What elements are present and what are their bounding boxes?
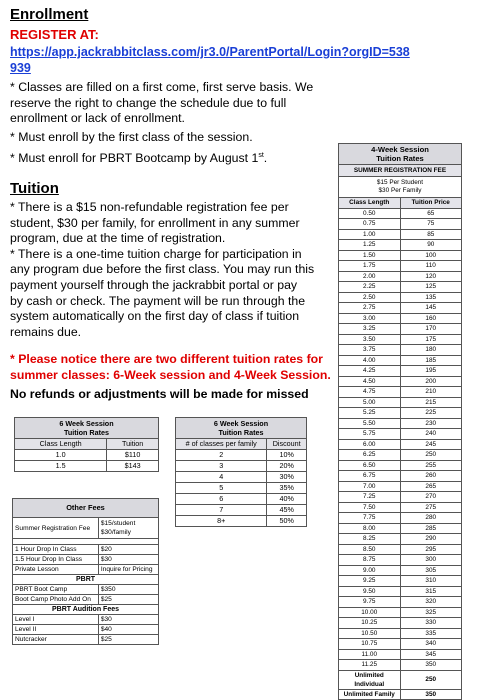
enrollment-note: enrollment or lack of enrollment. (10, 111, 185, 126)
four-week-rates-table (338, 143, 462, 700)
tuition-price-cell: 285 (400, 523, 462, 534)
period: . (263, 151, 268, 166)
four-week-rows (339, 208, 462, 700)
enrollment-notes (10, 80, 340, 167)
table-row: 1.5 Hour Drop In Class $30 (13, 555, 159, 565)
tuition-price-cell: 240 (400, 429, 462, 440)
tuition-price-cell: 275 (400, 502, 462, 513)
registration-fee-label: SUMMER REGISTRATION FEE (339, 165, 462, 177)
class-length-cell: 9.50 (339, 586, 401, 597)
class-length-cell: 8.00 (339, 523, 401, 534)
table-row (339, 576, 462, 587)
table-row (339, 429, 462, 440)
table-row (339, 355, 462, 366)
tuition-price-cell: 345 (400, 649, 462, 660)
class-length-cell: 5.75 (339, 429, 401, 440)
tuition-price-cell: 110 (400, 261, 462, 272)
class-length-cell: 7.00 (339, 481, 401, 492)
table-row (339, 492, 462, 503)
class-length-cell: 4.50 (339, 376, 401, 387)
registration-link-line1[interactable]: https://app.jackrabbitclass.com/jr3.0/ParentPortal/Login?orgID=538 (10, 45, 410, 59)
class-length-cell: 5.50 (339, 418, 401, 429)
table-row: Level I $30 (13, 615, 159, 625)
notice-line: summer classes: 6-Week session and 4-Week Session. (10, 367, 331, 382)
class-length-cell: 9.00 (339, 565, 401, 576)
tuition-price-cell: 255 (400, 460, 462, 471)
class-length-cell: 2.00 (339, 271, 401, 282)
other-fees-title: Other Fees (13, 499, 159, 518)
tuition-price-cell: 250 (400, 670, 462, 689)
six-week-rates-title: 6 Week Session Tuition Rates (15, 418, 159, 439)
tuition-line: program, due at the time of registration. (10, 231, 226, 246)
table-row (339, 670, 462, 689)
tuition-price-cell: 350 (400, 689, 462, 700)
class-length-cell: 1.00 (339, 229, 401, 240)
six-week-rates-table (14, 417, 159, 472)
class-length-cell: 11.00 (339, 649, 401, 660)
table-row (339, 418, 462, 429)
table-row: Level II $40 (13, 625, 159, 635)
table-row (339, 408, 462, 419)
bootcamp-deadline: * Must enroll for PBRT Bootcamp by August 1 (10, 151, 259, 166)
table-row (339, 261, 462, 272)
registration-link[interactable] (10, 44, 410, 76)
table-row (339, 502, 462, 513)
no-refunds-notice: No refunds or adjustments will be made for missed (10, 387, 309, 401)
class-length-cell: 6.00 (339, 439, 401, 450)
class-length-cell: 4.25 (339, 366, 401, 377)
class-length-cell: 1.50 (339, 250, 401, 261)
class-length-cell: 3.25 (339, 324, 401, 335)
tuition-price-cell: 280 (400, 513, 462, 524)
col-discount: Discount (267, 439, 307, 450)
table-row (339, 555, 462, 566)
tuition-price-cell: 215 (400, 397, 462, 408)
tuition-price-cell: 340 (400, 639, 462, 650)
ordinal-suffix: st (258, 152, 264, 160)
col-classes-per-family: # of classes per family (176, 439, 267, 450)
table-row: Boot Camp Photo Add On $25 (13, 595, 159, 605)
table-row (339, 219, 462, 230)
enrollment-note: reserve the right to change the schedule due to full (10, 95, 287, 110)
table-row (339, 240, 462, 251)
table-row (339, 523, 462, 534)
tuition-price-cell: 320 (400, 597, 462, 608)
class-length-cell: 9.25 (339, 576, 401, 587)
tuition-price-cell: 315 (400, 586, 462, 597)
class-length-cell: 10.25 (339, 618, 401, 629)
table-row: 3 20% (176, 461, 307, 472)
table-row (339, 628, 462, 639)
tuition-price-cell: 75 (400, 219, 462, 230)
tuition-price-cell: 160 (400, 313, 462, 324)
tuition-price-cell: 195 (400, 366, 462, 377)
table-row: 2 10% (176, 450, 307, 461)
tuition-price-cell: 350 (400, 660, 462, 671)
table-row: 5 35% (176, 483, 307, 494)
class-length-cell: 2.25 (339, 282, 401, 293)
tuition-price-cell: 250 (400, 450, 462, 461)
col-class-length: Class Length (339, 198, 401, 209)
other-fees-table (12, 498, 159, 645)
reg-fee-label: Summer Registration Fee (13, 518, 99, 539)
tuition-line: by cash or check. The payment will be run through the (10, 293, 306, 308)
reg-fee-value: $15/student $30/family (98, 518, 158, 539)
tuition-line: system automatically on the first day of class if tuition (10, 309, 300, 324)
class-length-cell: 11.25 (339, 660, 401, 671)
class-length-cell: 8.25 (339, 534, 401, 545)
table-row (339, 376, 462, 387)
two-rates-notice (10, 352, 340, 383)
tuition-price-cell: 145 (400, 303, 462, 314)
table-row (339, 565, 462, 576)
six-week-discount-table (175, 417, 307, 527)
tuition-price-cell: 90 (400, 240, 462, 251)
class-length-cell: 10.50 (339, 628, 401, 639)
table-row (339, 439, 462, 450)
tuition-price-cell: 225 (400, 408, 462, 419)
registration-link-line2[interactable]: 939 (10, 61, 31, 75)
enrollment-note: * Classes are filled on a first come, first serve basis. We (10, 80, 314, 94)
class-length-cell: 3.75 (339, 345, 401, 356)
table-row (339, 481, 462, 492)
tuition-price-cell: 135 (400, 292, 462, 303)
six-week-discount-title: 6 Week Session Tuition Rates (176, 418, 307, 439)
tuition-line: student, $30 per family, for enrollment in any summer (10, 215, 300, 230)
table-row (339, 208, 462, 219)
tuition-price-cell: 290 (400, 534, 462, 545)
tuition-price-cell: 120 (400, 271, 462, 282)
table-row (339, 387, 462, 398)
class-length-cell: 6.75 (339, 471, 401, 482)
tuition-price-cell: 185 (400, 355, 462, 366)
table-row: Nutcracker $25 (13, 635, 159, 645)
enrollment-note: * Must enroll by the first class of the session. (10, 129, 253, 144)
table-row (339, 660, 462, 671)
tuition-price-cell: 180 (400, 345, 462, 356)
table-row (339, 618, 462, 629)
class-length-cell: 6.25 (339, 450, 401, 461)
tuition-line: remains due. (10, 324, 82, 339)
table-row (339, 460, 462, 471)
table-row (339, 689, 462, 700)
class-length-cell: 0.50 (339, 208, 401, 219)
registration-fee-amounts: $15 Per Student $30 Per Family (339, 177, 462, 198)
table-row (339, 471, 462, 482)
table-row (339, 334, 462, 345)
tuition-price-cell: 330 (400, 618, 462, 629)
class-length-cell: 2.75 (339, 303, 401, 314)
tuition-price-cell: 300 (400, 555, 462, 566)
table-row: Private Lesson Inquire for Pricing (13, 565, 159, 575)
tuition-line: * There is a $15 non-refundable registration fee per (10, 200, 289, 214)
table-row (339, 282, 462, 293)
table-row (13, 518, 159, 539)
table-row: PBRT Boot Camp $350 (13, 585, 159, 595)
table-row (339, 597, 462, 608)
tuition-price-cell: 210 (400, 387, 462, 398)
class-length-cell: 1.75 (339, 261, 401, 272)
table-row (339, 639, 462, 650)
table-row (339, 607, 462, 618)
tuition-heading: Tuition (10, 180, 59, 197)
class-length-cell: Unlimited Individual (339, 670, 401, 689)
class-length-cell: 7.75 (339, 513, 401, 524)
class-length-cell: 5.25 (339, 408, 401, 419)
class-length-cell: 10.00 (339, 607, 401, 618)
tuition-price-cell: 65 (400, 208, 462, 219)
tuition-price-cell: 270 (400, 492, 462, 503)
col-tuition: Tuition (107, 439, 159, 450)
table-row (339, 513, 462, 524)
table-row (339, 292, 462, 303)
class-length-cell: 7.25 (339, 492, 401, 503)
table-row (339, 534, 462, 545)
tuition-price-cell: 125 (400, 282, 462, 293)
table-row: 4 30% (176, 472, 307, 483)
table-row (339, 324, 462, 335)
table-row: 8+ 50% (176, 516, 307, 527)
table-row: 1.0 $110 (15, 450, 159, 461)
class-length-cell: 6.50 (339, 460, 401, 471)
class-length-cell: 3.50 (339, 334, 401, 345)
tuition-price-cell: 85 (400, 229, 462, 240)
table-row: 1.5 $143 (15, 461, 159, 472)
table-row: 6 40% (176, 494, 307, 505)
tuition-notes (10, 200, 340, 340)
table-row (339, 271, 462, 282)
tuition-price-cell: 260 (400, 471, 462, 482)
table-row (339, 450, 462, 461)
col-tuition-price: Tuition Price (400, 198, 462, 209)
audition-title: PBRT Audition Fees (13, 605, 159, 615)
table-row (339, 397, 462, 408)
class-length-cell: 0.75 (339, 219, 401, 230)
enrollment-heading: Enrollment (10, 6, 89, 23)
table-row (339, 229, 462, 240)
class-length-cell: 9.75 (339, 597, 401, 608)
class-length-cell: 2.50 (339, 292, 401, 303)
tuition-price-cell: 175 (400, 334, 462, 345)
table-row (339, 345, 462, 356)
notice-line: * Please notice there are two different tuition rates for (10, 352, 323, 366)
class-length-cell: 4.00 (339, 355, 401, 366)
tuition-line: * There is a one-time tuition charge for participation in (10, 246, 302, 261)
table-row (339, 303, 462, 314)
class-length-cell: 10.75 (339, 639, 401, 650)
tuition-price-cell: 305 (400, 565, 462, 576)
class-length-cell: 3.00 (339, 313, 401, 324)
class-length-cell: 7.50 (339, 502, 401, 513)
register-label: REGISTER AT: (10, 27, 99, 42)
tuition-price-cell: 170 (400, 324, 462, 335)
class-length-cell: 1.25 (339, 240, 401, 251)
class-length-cell: 8.75 (339, 555, 401, 566)
table-row: 1 Hour Drop In Class $20 (13, 545, 159, 555)
table-row (339, 544, 462, 555)
table-row (339, 366, 462, 377)
tuition-price-cell: 335 (400, 628, 462, 639)
tuition-line: any program due before the first class. You may run this (10, 262, 315, 277)
tuition-price-cell: 325 (400, 607, 462, 618)
tuition-line: payment yourself through the jackrabbit portal or pay (10, 277, 298, 292)
tuition-price-cell: 295 (400, 544, 462, 555)
tuition-price-cell: 200 (400, 376, 462, 387)
table-row: 7 45% (176, 505, 307, 516)
table-row (339, 586, 462, 597)
enrollment-note (10, 148, 340, 167)
tuition-price-cell: 245 (400, 439, 462, 450)
col-class-length: Class Length (15, 439, 107, 450)
class-length-cell: 5.00 (339, 397, 401, 408)
pbrt-title: PBRT (13, 575, 159, 585)
tuition-price-cell: 265 (400, 481, 462, 492)
class-length-cell: 8.50 (339, 544, 401, 555)
table-row (339, 250, 462, 261)
class-length-cell: Unlimited Family (339, 689, 401, 700)
class-length-cell: 4.75 (339, 387, 401, 398)
tuition-price-cell: 310 (400, 576, 462, 587)
table-row (339, 313, 462, 324)
tuition-price-cell: 100 (400, 250, 462, 261)
tuition-price-cell: 230 (400, 418, 462, 429)
four-week-title: 4-Week Session Tuition Rates (339, 144, 462, 165)
